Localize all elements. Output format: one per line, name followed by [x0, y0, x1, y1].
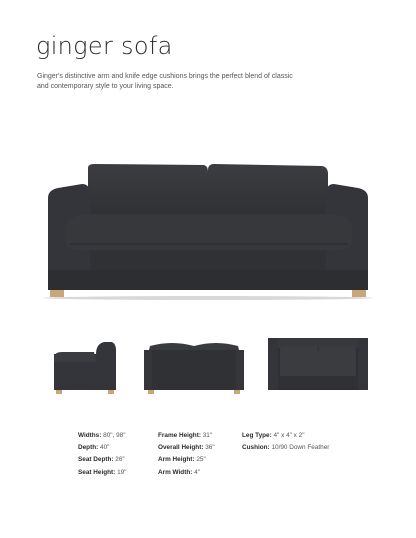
spec-overall-height: Overall Height: 36" — [158, 444, 215, 452]
specs-column-1 — [78, 432, 168, 481]
spec-arm-height: Arm Height: 25" — [158, 456, 206, 464]
product-title: ginger sofa — [36, 32, 173, 60]
spec-leg-type: Leg Type: 4" x 4" x 2" — [242, 432, 305, 439]
specs-column-3 — [242, 432, 362, 456]
product-description: Ginger's distinctive arm and knife edge cushions brings the perfect blend of classic and contemporary style to your living space. — [37, 73, 293, 90]
sofa-front-view-image — [36, 150, 380, 310]
spec-seat-height: Seat Height: 19" — [78, 468, 127, 476]
spec-arm-width: Arm Width: 4" — [158, 468, 200, 476]
spec-depth: Depth: 40" — [78, 444, 110, 452]
spec-seat-depth: Seat Depth: 26" — [78, 456, 125, 464]
sofa-back-view-image — [142, 336, 246, 396]
spec-frame-height: Frame Height: 31" — [158, 432, 213, 439]
sofa-top-view-image — [266, 336, 370, 396]
spec-cushion: Cushion: 10/90 Down Feather — [242, 444, 330, 452]
specs-column-2 — [158, 432, 248, 481]
spec-widths: Widths: 80", 98" — [78, 432, 126, 439]
sofa-side-view-image — [50, 336, 120, 396]
